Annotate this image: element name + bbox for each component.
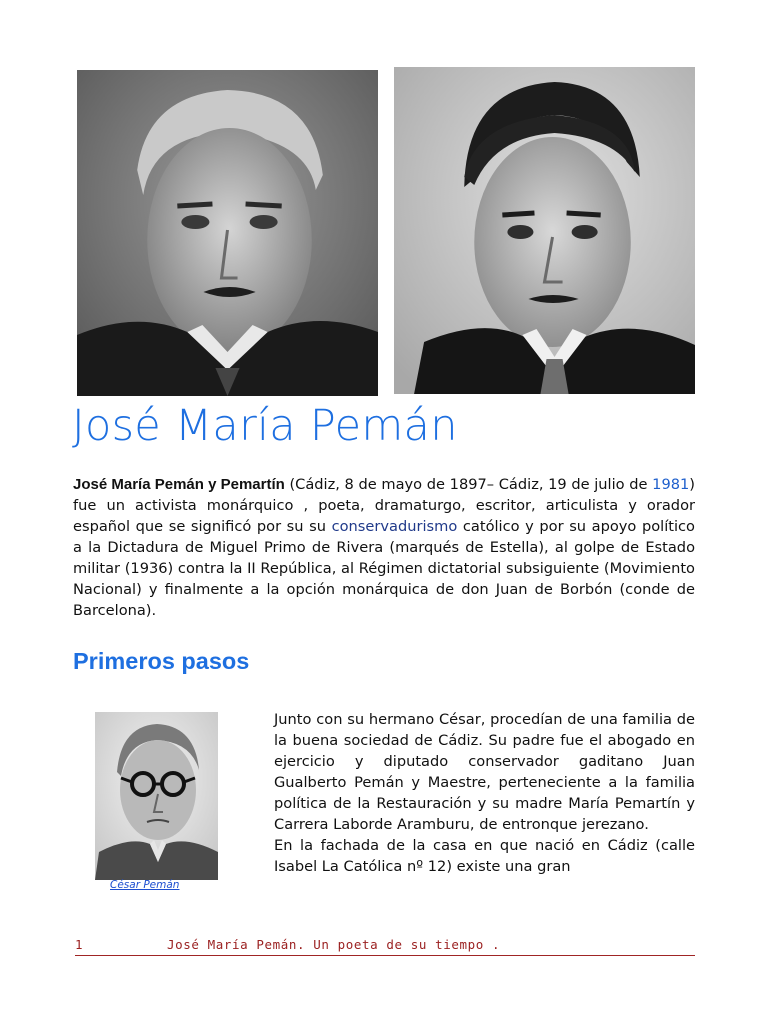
intro-text-2: ) fue un activista monárquico , poeta, dramaturgo, escritor, articulista y orador español que se significó por su su [73, 476, 695, 535]
page-number: 1 [75, 937, 84, 952]
page-footer [75, 937, 695, 957]
intro-text-1: (Cádiz, 8 de mayo de 1897– Cádiz, 19 de julio de [284, 476, 653, 493]
section-paragraph-2: En la fachada de la casa en que nació en Cádiz (calle Isabel La Católica nº 12) existe una gran [274, 837, 695, 875]
portrait-photo-left [77, 70, 378, 396]
section-heading: Primeros pasos [73, 648, 250, 674]
section-paragraph-1: Junto con su hermano César, procedían de una familia de la buena sociedad de Cádiz. Su padre fue el abogado en ejercicio y diputado conservador gaditano Juan Gualberto Pemán y Maestre, perteneciente a la familia política de la Restauración y su madre María Pemartín y Carrera Laborde Aramburu, de entronque jerezano. [274, 711, 695, 833]
intro-text-3: católico y por su apoyo político a la Dictadura de Miguel Primo de Rivera (marqués de Estella), al golpe de Estado militar (1936) contra la II República, al Régimen dictatorial subsiguiente (Movimiento Nacional) y finalmente a la opción monárquica de don Juan de Borbón (conde de Barcelona). [73, 518, 695, 619]
year-link[interactable]: 1981 [652, 476, 690, 493]
page-title: José María Pemán [72, 401, 458, 451]
footer-rule [75, 955, 695, 956]
footer-text: José María Pemán. Un poeta de su tiempo . [167, 937, 501, 952]
intro-paragraph [73, 474, 695, 621]
section-body [274, 709, 695, 877]
portrait-photo-right [394, 67, 695, 394]
subject-name: José María Pemán y Pemartín [73, 476, 285, 493]
cesar-peman-caption[interactable]: César Pemán [110, 879, 180, 891]
conservadurismo-link[interactable]: conservadurismo [331, 518, 458, 535]
cesar-peman-portrait [95, 712, 218, 880]
